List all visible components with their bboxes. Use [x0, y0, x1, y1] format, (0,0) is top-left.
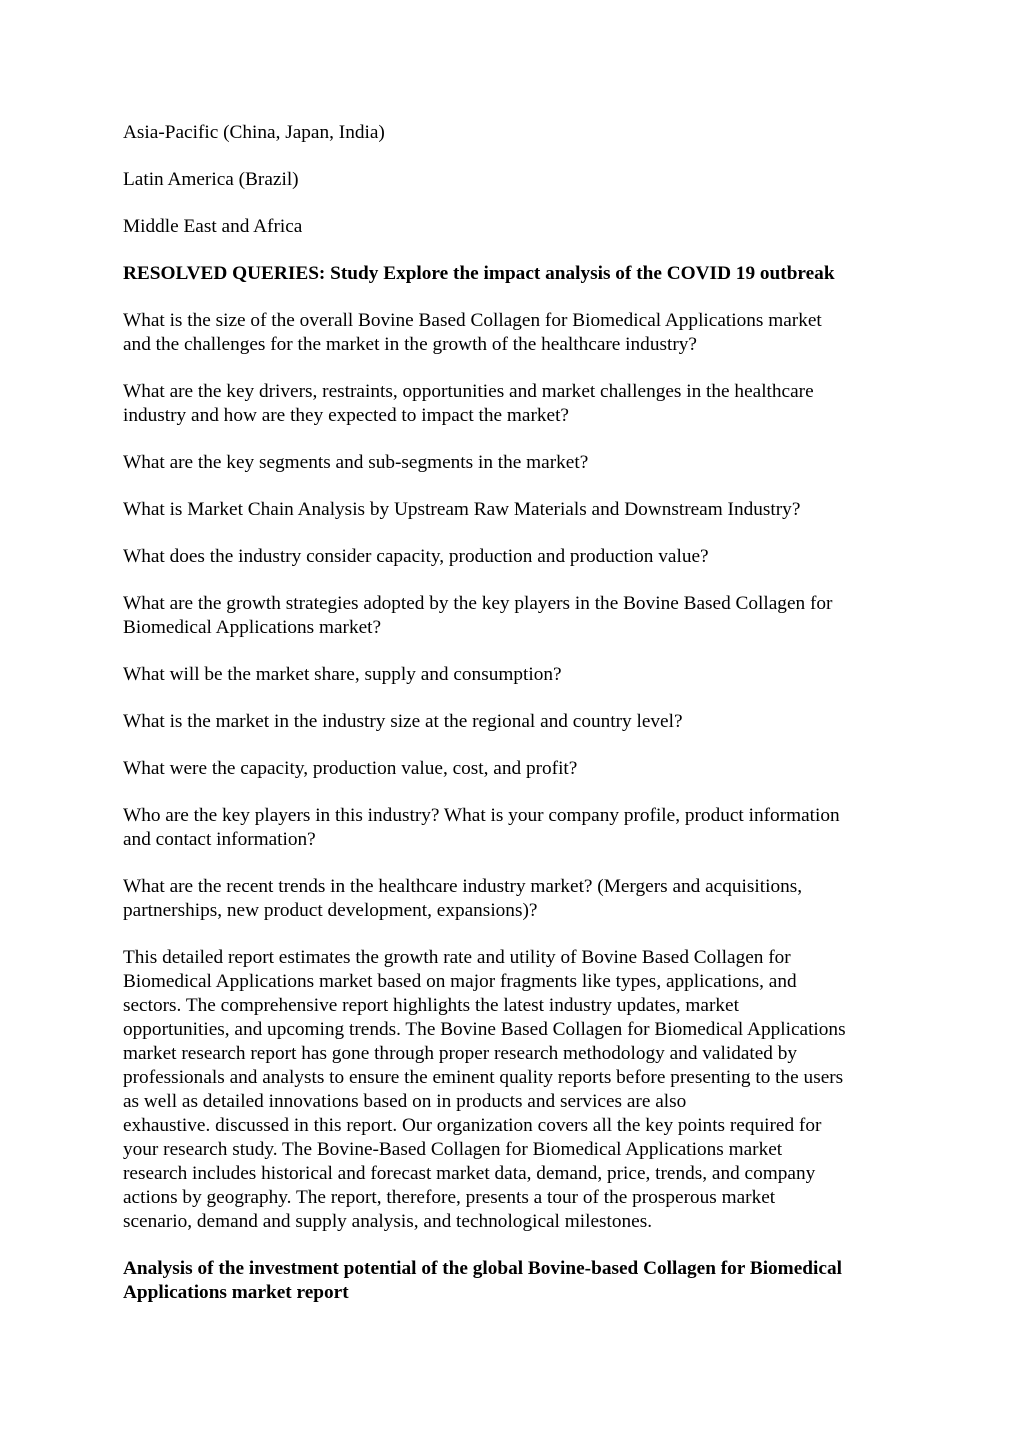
question-line: What is the market in the industry size at the regional and country level? — [123, 711, 683, 732]
summary-line: market research report has gone through proper research methodology and validated by — [123, 1043, 798, 1064]
question-11 — [123, 875, 903, 923]
question-line: partnerships, new product development, expansions)? — [123, 900, 538, 921]
question-1 — [123, 309, 903, 357]
question-line: What will be the market share, supply and consumption? — [123, 664, 562, 685]
question-line: What are the key drivers, restraints, opportunities and market challenges in the healthcare — [123, 381, 814, 402]
question-line: What are the key segments and sub-segments in the market? — [123, 452, 589, 473]
summary-line: exhaustive. discussed in this report. Our organization covers all the key points required for — [123, 1115, 822, 1136]
summary-line: actions by geography. The report, therefore, presents a tour of the prosperous market — [123, 1187, 776, 1208]
question-6 — [123, 592, 903, 640]
resolved-queries-heading: RESOLVED QUERIES: Study Explore the impact analysis of the COVID 19 outbreak — [123, 263, 835, 284]
summary-line: scenario, demand and supply analysis, and technological milestones. — [123, 1211, 653, 1232]
summary-paragraph — [123, 946, 903, 1234]
region-middle-east-africa: Middle East and Africa — [123, 216, 303, 237]
question-7 — [123, 663, 903, 687]
question-line: Biomedical Applications market? — [123, 617, 382, 638]
question-5 — [123, 545, 903, 569]
question-3 — [123, 451, 903, 475]
question-line: What are the recent trends in the healthcare industry market? (Mergers and acquisitions, — [123, 876, 803, 897]
region-asia-pacific: Asia-Pacific (China, Japan, India) — [123, 122, 385, 143]
summary-line: Biomedical Applications market based on major fragments like types, applications, and — [123, 971, 797, 992]
document-page — [123, 121, 903, 1328]
question-line: and contact information? — [123, 829, 316, 850]
region-latin-america: Latin America (Brazil) — [123, 169, 299, 190]
question-line: What were the capacity, production value, cost, and profit? — [123, 758, 578, 779]
question-4 — [123, 498, 903, 522]
summary-line: This detailed report estimates the growth rate and utility of Bovine Based Collagen for — [123, 947, 791, 968]
question-line: What is the size of the overall Bovine Based Collagen for Biomedical Applications market — [123, 310, 822, 331]
question-2 — [123, 380, 903, 428]
question-line: What are the growth strategies adopted by the key players in the Bovine Based Collagen for — [123, 593, 833, 614]
question-line: What does the industry consider capacity, production and production value? — [123, 546, 709, 567]
investment-analysis-heading — [123, 1257, 903, 1305]
summary-line: research includes historical and forecast market data, demand, price, trends, and company — [123, 1163, 816, 1184]
question-9 — [123, 757, 903, 781]
summary-line: opportunities, and upcoming trends. The Bovine Based Collagen for Biomedical Applications — [123, 1019, 846, 1040]
heading-line: Analysis of the investment potential of the global Bovine-based Collagen for Biomedical — [123, 1258, 842, 1279]
summary-line: as well as detailed innovations based on in products and services are also — [123, 1091, 687, 1112]
question-8 — [123, 710, 903, 734]
question-line: Who are the key players in this industry? What is your company profile, product information — [123, 805, 840, 826]
summary-line: your research study. The Bovine-Based Collagen for Biomedical Applications market — [123, 1139, 783, 1160]
question-line: and the challenges for the market in the growth of the healthcare industry? — [123, 334, 697, 355]
heading-line: Applications market report — [123, 1282, 349, 1303]
summary-line: sectors. The comprehensive report highlights the latest industry updates, market — [123, 995, 739, 1016]
summary-line: professionals and analysts to ensure the eminent quality reports before presenting to the users — [123, 1067, 844, 1088]
question-line: What is Market Chain Analysis by Upstream Raw Materials and Downstream Industry? — [123, 499, 801, 520]
question-line: industry and how are they expected to impact the market? — [123, 405, 569, 426]
question-10 — [123, 804, 903, 852]
